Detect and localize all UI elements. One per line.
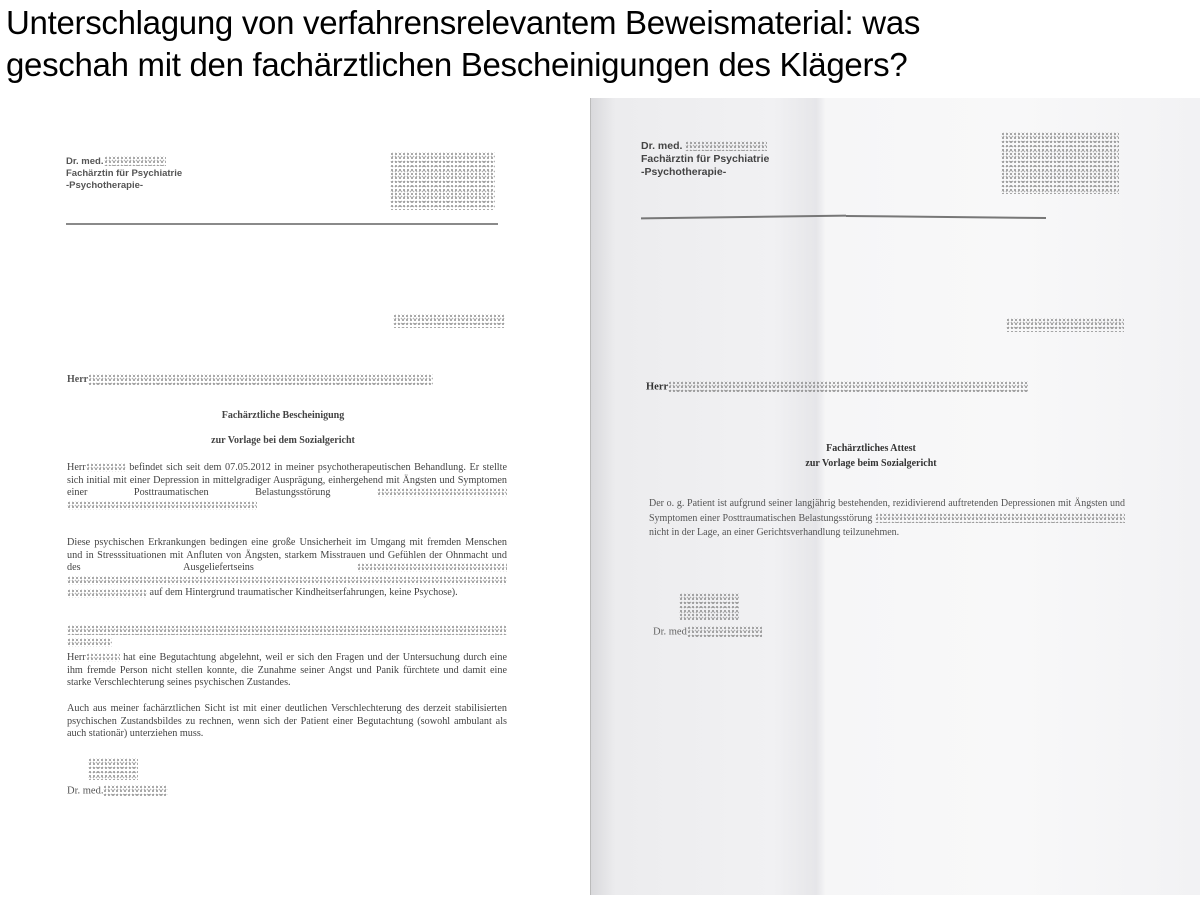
signature-line: Dr. med. — [67, 785, 168, 797]
redacted-paragraph — [67, 625, 507, 647]
paragraph-3: Herr hat eine Begutachtung abgelehnt, weil er sich den Fragen und der Untersuchung durch eine ihm fremde Person nicht stellen konnte, die Zunahme seiner Angst und Panik fürchtete und damit eine starke Verschlechterung seines psychischen Zustandes. — [67, 652, 507, 689]
letterhead-divider-left — [641, 215, 846, 220]
signature-line: Dr. med — [653, 626, 762, 638]
redacted-text — [875, 513, 1125, 523]
redacted-name — [103, 785, 168, 797]
signature-scribble — [679, 593, 739, 621]
redacted-text — [67, 501, 257, 510]
redacted-name — [104, 156, 166, 166]
paragraph-1: Herr befindet sich seit dem 07.05.2012 in meiner psychotherapeutischen Behandlung. Er stellte sich initial mit einer Depression in mittelgradiger Ausprägung, einhergehend mit Ängsten und Symptomen einer Posttraumatischen Belastungsstörung — [67, 462, 507, 512]
doctor-title: Dr. med. — [66, 156, 104, 167]
recipient-prefix: Herr — [67, 374, 89, 385]
redacted-address-block — [390, 152, 495, 210]
redacted-name — [687, 626, 762, 638]
redacted-text — [377, 488, 507, 497]
subspecialty: -Psychotherapie- — [641, 166, 727, 178]
redacted-recipient — [668, 381, 1028, 393]
paragraph-4: Auch aus meiner fachärztlichen Sicht ist mit einer deutlichen Verschlechterung des derzeit stabilisierten psychischen Zustandsbildes zu rechnen, wenn sich der Patient einer Begutachtung (sowohl ambulant als auch stationär) unterziehen muss. — [67, 703, 507, 740]
letterhead-divider-right — [846, 215, 1046, 219]
redacted-date — [1006, 318, 1124, 332]
redacted-name — [86, 463, 126, 472]
redacted-text — [357, 563, 507, 572]
redacted-recipient — [88, 374, 433, 385]
signature-scribble — [88, 758, 138, 780]
title-line-2: geschah mit den fachärztlichen Bescheinigungen des Klägers? — [6, 46, 908, 83]
redacted-name — [86, 653, 120, 662]
specialty: Fachärztin für Psychiatrie — [641, 153, 770, 165]
letterhead — [641, 140, 769, 179]
redacted-name — [685, 141, 767, 151]
certificate-document-left — [0, 100, 585, 895]
redacted-date — [393, 314, 505, 328]
recipient-prefix: Herr — [646, 381, 669, 393]
redacted-text — [67, 589, 147, 598]
recipient-line — [67, 374, 433, 385]
paragraph-1: Der o. g. Patient ist aufgrund seiner langjährig bestehenden, rezidivierend auftretenden Depressionen mit Ängsten und Symptomen einer Posttraumatischen Belastungsstörung nicht in der Lage, an einer Gerichtsverhandlung teilzunehmen. — [649, 498, 1125, 538]
recipient-line — [646, 381, 1028, 393]
subspecialty: -Psychotherapie- — [66, 180, 144, 191]
page-title — [6, 2, 1196, 86]
attestation-document-right — [590, 98, 1200, 895]
letterhead — [66, 156, 182, 192]
heading-certificate: Fachärztliche Bescheinigung — [221, 410, 345, 421]
redacted-address-block — [1001, 132, 1119, 194]
heading-court: zur Vorlage beim Sozialgericht — [805, 458, 937, 469]
redacted-text — [67, 576, 507, 585]
letterhead-divider — [66, 223, 498, 225]
paragraph-2: Diese psychischen Erkrankungen bedingen eine große Unsicherheit im Umgang mit fremden Menschen und in Stresssituationen mit Anfluten von Ängsten, starkem Misstrauen und Gefühlen der Ohnmacht und des Ausgeliefertseins auf dem Hintergrund traumatischer Kindheitserfahrungen, keine Psychose). — [67, 537, 507, 599]
doctor-title: Dr. med. — [641, 140, 683, 152]
title-line-1: Unterschlagung von verfahrensrelevantem Beweismaterial: was — [6, 4, 921, 41]
specialty: Fachärztin für Psychiatrie — [66, 168, 183, 179]
heading-court: zur Vorlage bei dem Sozialgericht — [211, 435, 355, 446]
heading-attestation: Fachärztliches Attest — [826, 443, 916, 454]
